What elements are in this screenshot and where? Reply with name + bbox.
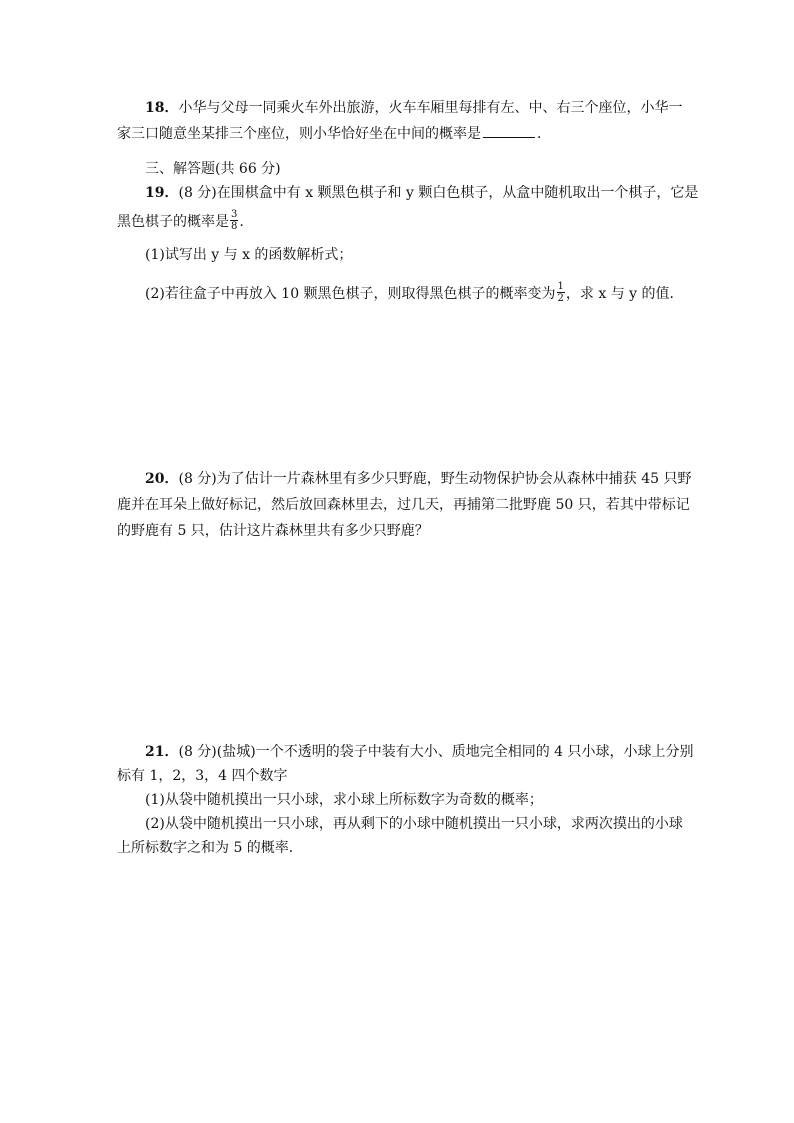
fraction-1-2 xyxy=(557,281,565,304)
q18-text-1: 小华与父母一同乘火车外出旅游，火车车厢里每排有左、中、右三个座位，小华一 xyxy=(178,100,683,116)
q20-text-1: (8 分)为了估计一片森林里有多少只野鹿，野生动物保护协会从森林中捕获 45 只野 xyxy=(178,471,692,487)
q21-text-1: (8 分)(盐城)一个不透明的袋子中装有大小、质地完全相同的 4 只小球，小球上分别 xyxy=(178,744,694,760)
question-20 xyxy=(117,466,692,544)
q20-line-3: 的野鹿有 5 只，估计这片森林里共有多少只野鹿？ xyxy=(117,523,429,539)
q19-text-1: (8 分)在围棋盒中有 x 颗黑色棋子和 y 颗白色棋子，从盒中随机取出一个棋子，它是 xyxy=(178,185,699,201)
q20-number: 20． xyxy=(145,471,179,487)
q19-part-1: (1)试写出 y 与 x 的函数解析式； xyxy=(145,247,353,263)
q18-line-1 xyxy=(117,95,683,121)
question-21 xyxy=(117,740,694,860)
q21-part-2-line-2: 上所标数字之和为 5 的概率． xyxy=(117,840,303,856)
q21-line-2: 标有 1，2，3，4 四个数字 xyxy=(117,768,288,784)
q19-text-2: 黑色棋子的概率是 xyxy=(117,214,229,230)
q18-text-2-end: ． xyxy=(537,126,551,142)
q20-line-1 xyxy=(117,466,692,492)
fraction-denominator: 8 xyxy=(231,220,238,232)
q19-line-2 xyxy=(117,206,677,238)
section-heading xyxy=(117,156,677,182)
section-title: 三、解答题(共 66 分) xyxy=(145,161,281,177)
q19-part-2-text: (2)若往盒子中再放入 10 颗黑色棋子，则取得黑色棋子的概率变为 xyxy=(145,286,556,302)
q19-part-2-end: ，求 x 与 y 的值． xyxy=(565,286,684,302)
q19-part-2 xyxy=(117,274,684,314)
answer-blank xyxy=(483,122,535,138)
q21-number: 21． xyxy=(145,744,179,760)
fraction-numerator: 1 xyxy=(557,280,564,292)
q18-line-2 xyxy=(117,121,677,147)
q21-part-1: (1)从袋中随机摸出一只小球，求小球上所标数字为奇数的概率； xyxy=(145,792,543,808)
q19-text-2-end: . xyxy=(239,214,244,230)
fraction-denominator: 2 xyxy=(557,292,564,304)
q18-text-2: 家三口随意坐某排三个座位，则小华恰好坐在中间的概率是 xyxy=(117,126,481,142)
q21-part-2-line-1: (2)从袋中随机摸出一只小球，再从剩下的小球中随机摸出一只小球，求两次摸出的小球 xyxy=(145,816,683,832)
fraction-3-8 xyxy=(230,209,238,232)
question-19 xyxy=(117,180,699,314)
q21-line-1 xyxy=(117,740,694,764)
q18-number: 18． xyxy=(145,100,179,116)
q20-line-2: 鹿并在耳朵上做好标记，然后放回森林里去，过几天，再捕第二批野鹿 50 只，若其中带标记 xyxy=(117,497,690,513)
q19-number: 19． xyxy=(145,185,179,201)
fraction-numerator: 3 xyxy=(231,208,238,220)
q19-line-1 xyxy=(117,180,699,206)
question-18 xyxy=(117,95,683,147)
